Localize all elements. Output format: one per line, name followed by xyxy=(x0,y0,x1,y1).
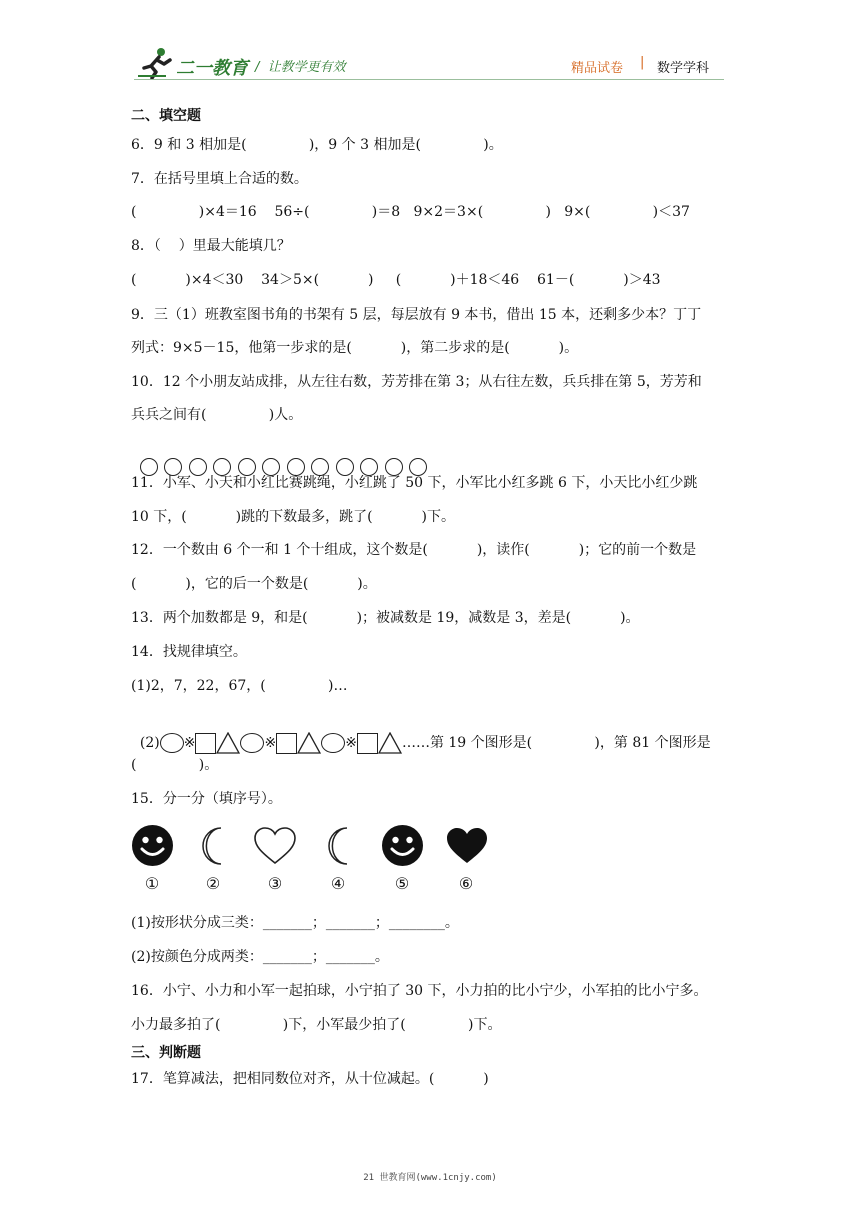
question-16-line-1: 16．小宁、小力和小军一起拍球，小宁拍了 30 下，小力拍的比小宁少，小军拍的比小宁多。 xyxy=(131,983,708,999)
figure-label-4: ④ xyxy=(330,874,346,893)
question-11-line-2: 10 下，( )跳的下数最多，跳了( )下。 xyxy=(131,509,456,525)
page-footer: 21 世教育网(www.1cnjy.com) xyxy=(363,1173,497,1183)
question-9-line-1: 9．三（1）班教室图书角的书架有 5 层，每层放有 9 本书，借出 15 本，还剩多少本？丁丁 xyxy=(131,307,702,323)
question-10-line-2: 兵兵之间有( )人。 xyxy=(131,407,303,423)
question-13: 13．两个加数都是 9，和是( )；被减数是 19，减数是 3，差是( )。 xyxy=(131,610,640,626)
question-14: 14．找规律填空。 xyxy=(131,644,247,660)
question-8: 8．（ ）里最大能填几？ xyxy=(131,238,291,254)
heart-outline-icon xyxy=(253,826,297,866)
reference-mark: ※ xyxy=(183,735,196,751)
reference-mark: ※ xyxy=(264,735,277,751)
part-2-suffix: ……第 19 个图形是( )，第 81 个图形是 xyxy=(401,735,711,751)
square-shape xyxy=(357,733,378,754)
triangle-shape xyxy=(216,732,240,754)
section-title-fill-blank: 二、填空题 xyxy=(131,108,201,124)
triangle-shape xyxy=(297,732,321,754)
logo-text: 二一教育 xyxy=(176,58,248,79)
question-7: 7．在括号里填上合适的数。 xyxy=(131,171,308,187)
figure-label-2: ② xyxy=(205,874,221,893)
question-12-line-1: 12．一个数由 6 个一和 1 个十组成，这个数是( )，读作( )；它的前一个数是 xyxy=(131,542,697,558)
square-shape xyxy=(276,733,297,754)
question-15-part-1: (1)按形状分成三类：_______；_______；________。 xyxy=(131,915,459,931)
label-subject: 数学学科 xyxy=(657,61,710,76)
figure-label-6: ⑥ xyxy=(458,874,474,893)
header-rule xyxy=(134,79,724,80)
question-14-part-2-continued: ( )。 xyxy=(131,757,219,773)
triangle-shape xyxy=(378,732,402,754)
question-9-line-2: 列式：9×5－15，他第一步求的是( )，第二步求的是( )。 xyxy=(131,340,579,356)
question-14-part-2 xyxy=(131,712,711,751)
label-featured-exam: 精品试卷 xyxy=(571,61,624,76)
figure-label-5: ⑤ xyxy=(394,874,410,893)
oval-shape xyxy=(160,733,184,753)
square-shape xyxy=(195,733,216,754)
question-7-blanks: ( )×4＝16 56÷( )＝8 9×2＝3×( ) 9×( )＜37 xyxy=(131,204,690,220)
question-14-part-1: (1)2，7，22，67，( )… xyxy=(131,678,348,694)
runner-logo-icon xyxy=(136,46,174,80)
slogan-text: 让教学更有效 xyxy=(267,60,346,75)
question-16-line-2: 小力最多拍了( )下，小军最少拍了( )下。 xyxy=(131,1017,502,1033)
question-8-blanks: ( )×4＜30 34＞5×( ) ( )＋18＜46 61－( )＞43 xyxy=(131,272,661,288)
figure-label-3: ③ xyxy=(267,874,283,893)
oval-shape xyxy=(321,733,345,753)
smiley-black-icon xyxy=(381,824,424,867)
question-15-part-2: (2)按颜色分成两类：_______；_______。 xyxy=(131,949,389,965)
crescent-moon-outline-icon xyxy=(324,826,354,866)
slogan: / 让教学更有效 xyxy=(255,60,346,75)
question-12-line-2: ( )，它的后一个数是( )。 xyxy=(131,576,377,592)
question-6: 6．9 和 3 相加是( )，9 个 3 相加是( )。 xyxy=(131,137,503,153)
question-10-line-1: 10．12 个小朋友站成排，从左往右数，芳芳排在第 3；从右往左数，兵兵排在第 5，芳芳和 xyxy=(131,374,702,390)
smiley-black-icon xyxy=(131,824,174,867)
crescent-moon-outline-icon xyxy=(198,826,228,866)
question-11-line-1: 11．小军、小天和小红比赛跳绳，小红跳了 50 下，小军比小红多跳 6 下，小天比小红少跳 xyxy=(131,475,698,491)
header-divider: | xyxy=(640,55,645,70)
part-2-prefix: (2) xyxy=(139,735,160,751)
oval-shape xyxy=(240,733,264,753)
figure-label-1: ① xyxy=(144,874,160,893)
question-15: 15．分一分（填序号）。 xyxy=(131,791,282,807)
question-17: 17．笔算减法，把相同数位对齐，从十位减起。( ) xyxy=(131,1071,489,1087)
section-title-judge: 三、判断题 xyxy=(131,1045,201,1061)
heart-black-icon xyxy=(445,826,489,866)
header xyxy=(0,0,860,90)
reference-mark: ※ xyxy=(345,735,357,751)
